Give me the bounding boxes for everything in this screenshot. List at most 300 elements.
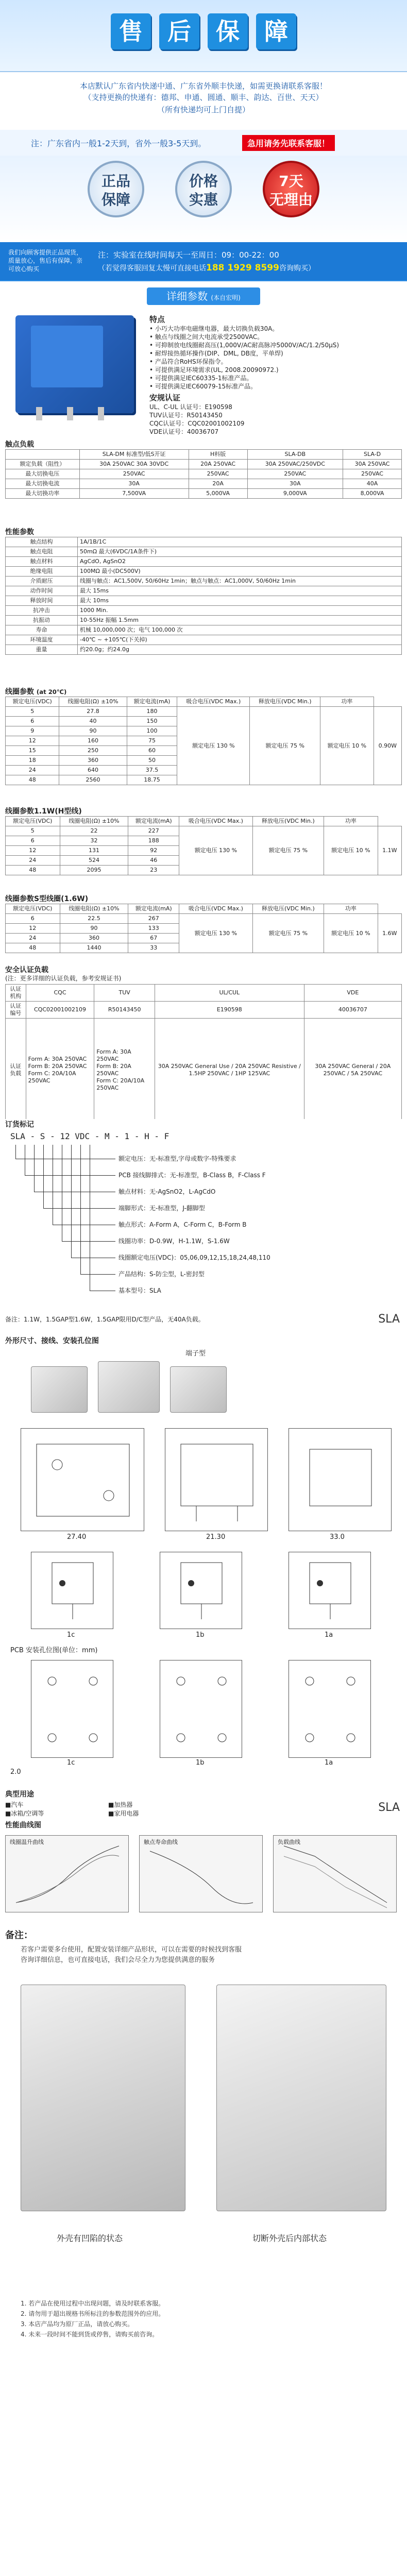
table-cell: 360 xyxy=(60,934,128,943)
table-cell: 触点电阻 xyxy=(6,547,78,557)
badge-7day xyxy=(263,161,319,217)
table-header xyxy=(6,697,402,707)
outline-hole xyxy=(104,1490,114,1501)
table-head-cell: H料版 xyxy=(189,450,247,460)
cert-item: UL、C-UL 认证号：E190598 xyxy=(149,403,232,411)
table-cell: 额定电压 130 % xyxy=(177,707,250,785)
table-head-cell: 吸合电压(VDC Max.) xyxy=(177,697,250,707)
hero-tile: 后 xyxy=(159,13,199,49)
table-cell: 30A xyxy=(247,479,343,489)
table-cell: 30A xyxy=(79,479,189,489)
cert-list xyxy=(149,403,397,436)
table-row xyxy=(6,707,402,717)
dim-label: 27.40 xyxy=(67,1533,87,1541)
series-label: SLA xyxy=(378,1313,400,1326)
wiring-contact xyxy=(59,1580,65,1586)
table-cell: 1A/1B/1C xyxy=(78,537,402,547)
dim-label: 33.0 xyxy=(330,1533,345,1541)
hero-banner xyxy=(0,0,407,72)
safety-section xyxy=(0,964,407,1119)
table-cell: 50mΩ 最大(6VDC/1A条件下) xyxy=(78,547,402,557)
hero-tile: 售 xyxy=(111,13,151,49)
curve-box-2 xyxy=(139,1835,263,1912)
promise-bar xyxy=(0,242,407,280)
order-leader xyxy=(43,1208,115,1209)
table-cell: 188 xyxy=(128,836,179,846)
order-section xyxy=(0,1119,407,1335)
ship-time-text: 注：广东省内一般1-2天到，省外一般3-5天到。 xyxy=(31,139,207,148)
table-cell: 133 xyxy=(128,924,179,934)
pcb-diagram xyxy=(289,1660,371,1758)
table-head-cell: 吸合电压(VDC Max.) xyxy=(179,904,252,914)
online-hours: 注：实验室在线时间每天一至周日：09：00-22：00 xyxy=(98,250,279,260)
curve-line xyxy=(150,1851,253,1904)
table-head-cell: SLA-D xyxy=(343,450,402,460)
end-body xyxy=(310,1449,371,1506)
order-item: 额定电压：无-标准型,字母或数字-特殊要求 xyxy=(118,1155,236,1162)
table-row xyxy=(6,635,402,645)
outline-end-view xyxy=(289,1428,392,1531)
form-line: Form B: 20A 250VAC xyxy=(28,1062,87,1070)
app-item: ■加热器 xyxy=(108,1801,133,1808)
wiring-coil xyxy=(310,1563,351,1604)
outline-side-view xyxy=(165,1428,268,1531)
order-leader xyxy=(25,1175,115,1176)
table-cell: 额定电压 75 % xyxy=(252,914,324,953)
table-head-cell: CQC xyxy=(26,985,94,1002)
table-cell: 最大切换电压 xyxy=(6,469,80,479)
table-cell: 131 xyxy=(60,846,128,856)
series-label: SLA xyxy=(378,1801,400,1814)
table-cell: 释放时间 xyxy=(6,596,78,606)
foot-line: 4. 未来一段时间不能到货或停售，请购买前咨询。 xyxy=(21,2331,159,2338)
feature-item: • 产品符合RoHS环保指令。 xyxy=(149,358,227,365)
table-cell: 48 xyxy=(6,943,60,953)
wiring-diagram xyxy=(31,1552,113,1629)
table-cell: 24 xyxy=(6,934,60,943)
table-row xyxy=(6,469,402,479)
table-cell: 90 xyxy=(59,726,127,736)
note-line: 若客户需要多台使用，配置安装详细产品形状，可以在需要的时候找到客服 xyxy=(21,1946,242,1954)
performance-section xyxy=(0,527,407,686)
ship-time-bar xyxy=(0,130,407,156)
pcb-hole xyxy=(218,1734,226,1742)
table-head-cell: 额定电流(mA) xyxy=(128,904,179,914)
coil-table xyxy=(5,697,402,785)
section-title: 线圈参数1.1W(H型线) xyxy=(5,807,82,816)
order-item: PCB 接线脚排式：无-标准型，B-Class B，F-Class F xyxy=(118,1172,266,1179)
guarantee-badges xyxy=(0,156,407,242)
coil-section xyxy=(0,686,407,964)
dim-label: 21.30 xyxy=(206,1533,226,1541)
coil-sub: (at 20℃) xyxy=(36,688,67,696)
app-item: ■冰箱/空调等 xyxy=(5,1810,44,1817)
outline-svg xyxy=(21,1429,145,1532)
table-cell: 30A 250VAC/250VDC xyxy=(247,460,343,469)
pcb-label: 1a xyxy=(325,1759,333,1767)
table-cell: 10-55Hz 振幅 1.5mm xyxy=(78,616,402,625)
table-cell: 18.75 xyxy=(127,775,177,785)
pcb-caption: PCB 安装孔位图(单位：mm) xyxy=(10,1647,98,1654)
table-row xyxy=(6,625,402,635)
table-cell: 9 xyxy=(6,726,59,736)
table-row xyxy=(6,645,402,655)
relay-drawing-1 xyxy=(31,1366,88,1413)
application-section xyxy=(0,1789,407,1820)
coil-title: 线圈参数 xyxy=(5,688,34,696)
notice-line: 本店默认广东省内快递中通、广东省外顺丰快递，如需更换请联系客服！ xyxy=(79,81,327,91)
feature-item: • 触点与线圈之间大电流承受2500VAC。 xyxy=(149,333,264,341)
order-item: 线圈额定电压(VDC)：05,06,09,12,15,18,24,48,110 xyxy=(118,1254,270,1261)
table-cell: AgCdO, AgSnO2 xyxy=(78,557,402,567)
table-head-cell: SLA-DM 标准型/低S开证 xyxy=(79,450,189,460)
curve-svg xyxy=(274,1836,397,1913)
table-cell: 92 xyxy=(128,846,179,856)
table-cell: 额定电压 130 % xyxy=(179,914,252,953)
order-item: 触点材料：无-AgSnO2，L-AgCdO xyxy=(118,1188,216,1195)
table-row xyxy=(6,557,402,567)
form-line: Form A: 30A 250VAC xyxy=(28,1055,87,1062)
table-cell: 介质耐压 xyxy=(6,577,78,586)
table-cell: 约20.0g；约24.0g xyxy=(78,645,402,655)
foot-line: 1. 若产品在使用过程中出现问题，请及时联系客服。 xyxy=(21,2300,165,2307)
badge-line: 正品 xyxy=(101,173,130,190)
table-head-cell: 额定电压(VDC) xyxy=(6,904,60,914)
order-leader xyxy=(34,1145,35,1192)
table-row xyxy=(6,489,402,499)
table-row xyxy=(6,537,402,547)
table-head-cell: 吸合电压(VDC Max.) xyxy=(179,817,252,826)
outline-sub: 端子型 xyxy=(185,1350,206,1358)
table-cell: 50 xyxy=(127,756,177,766)
table-cell: 1000 Min. xyxy=(78,606,402,616)
phone-prefix: （若觉得客服回复太慢可直接电话 xyxy=(98,264,206,273)
table-cell: 额定电压 10 % xyxy=(324,914,378,953)
table-cell: 267 xyxy=(128,914,179,924)
table-cell: 环境温度 xyxy=(6,635,78,645)
notes-title: 备注： xyxy=(5,1930,33,1941)
contact-service-badge: 急用请务先联系客服！ xyxy=(242,135,335,151)
table-cell: 40 xyxy=(59,717,127,726)
wiring-diagram xyxy=(160,1552,242,1629)
relay-drawing-3 xyxy=(170,1366,227,1413)
details-sub: (本自宏明) xyxy=(211,294,241,301)
feature-item: • 可抑制放电线圈耐高压(1,000V/AC耐高脉冲5000V/AC/1.2/50μS) xyxy=(149,342,340,349)
table-cell: E190598 xyxy=(155,1002,304,1019)
badge-line: 实惠 xyxy=(189,191,218,208)
coil-hi-table xyxy=(5,816,402,875)
order-leader xyxy=(62,1241,115,1242)
pcb-hole xyxy=(347,1734,355,1742)
table-cell: 5 xyxy=(6,826,60,836)
table-cell: 0.90W xyxy=(374,707,401,785)
table-cell: 1440 xyxy=(60,943,128,953)
table-cell: 最大切换电流 xyxy=(6,479,80,489)
table-cell: 12 xyxy=(6,846,60,856)
table-cell: 22 xyxy=(60,826,128,836)
table-cell: 触点材料 xyxy=(6,557,78,567)
table-cell: 640 xyxy=(59,766,127,775)
table-row xyxy=(6,606,402,616)
table-row xyxy=(6,1002,402,1019)
table-cell: 触点结构 xyxy=(6,537,78,547)
table-cell: 40A xyxy=(343,479,402,489)
app-item: ■汽车 xyxy=(5,1801,24,1808)
pcb-svg xyxy=(31,1660,114,1758)
curve-line xyxy=(284,1856,387,1908)
table-cell: 9,000VA xyxy=(247,489,343,499)
table-head-cell: VDE xyxy=(304,985,401,1002)
phone-number[interactable]: 188 1929 8599 xyxy=(206,263,279,273)
table-head-cell: 释放电压(VDC Min.) xyxy=(250,697,320,707)
end-svg xyxy=(289,1429,392,1532)
table-row xyxy=(6,914,402,924)
table-cell: 32 xyxy=(60,836,128,846)
table-head-cell xyxy=(6,450,80,460)
hero-title xyxy=(0,13,407,49)
app-item: ■家用电器 xyxy=(108,1810,139,1817)
curve-box-3 xyxy=(273,1835,397,1912)
app-list xyxy=(5,1800,222,1818)
table-row xyxy=(6,577,402,586)
table-head-cell: 额定电流(mA) xyxy=(127,697,177,707)
table-head-cell: 额定电压(VDC) xyxy=(6,817,60,826)
note-line: 咨询详细信息，也可直接电话，我们会尽全力为您提供满意的服务 xyxy=(21,1956,215,1964)
table-cell: 机械 10,000,000 次；电气 100,000 次 xyxy=(78,625,402,635)
table-cell: 20A 250VAC xyxy=(189,460,247,469)
section-title: 订货标记 xyxy=(5,1121,34,1129)
table-cell: 30A 250VAC General / 20A 250VAC / 5A 250VAC xyxy=(304,1019,401,1120)
table-head-cell: UL/CUL xyxy=(155,985,304,1002)
order-note: 备注：1.1W，1.5GAP型1.6W，1.5GAP限用D/C型产品，无40A负载。 xyxy=(5,1316,205,1323)
table-cell: 5,000VA xyxy=(189,489,247,499)
table-cell: 33 xyxy=(128,943,179,953)
table-head-cell: 认证机构 xyxy=(6,985,26,1002)
section-title: 触点负载 xyxy=(5,440,34,449)
relay-face xyxy=(31,326,103,387)
curve-svg xyxy=(6,1836,129,1913)
pcb-hole xyxy=(89,1677,97,1685)
badge-price xyxy=(175,161,232,217)
table-cell: 额定电压 10 % xyxy=(324,826,378,875)
feature-item: • 小巧大功率电磁继电器，最大切换负载30A。 xyxy=(149,325,279,332)
table-cell: -40℃ ~ +105℃(下关掉) xyxy=(78,635,402,645)
outline-body xyxy=(37,1444,129,1516)
wiring-svg xyxy=(289,1552,371,1630)
details-header xyxy=(0,280,407,310)
curve-svg xyxy=(140,1836,263,1913)
table-cell: 抗冲击 xyxy=(6,606,78,616)
table-cell: 100MΩ 最小(DC500V) xyxy=(78,567,402,577)
safety-sub: (注：更多详细的认证负载，参考安规证书) xyxy=(5,975,122,982)
table-cell: 最大切换功率 xyxy=(6,489,80,499)
section-title: 典型用途 xyxy=(5,1790,34,1799)
table-cell xyxy=(26,1019,94,1120)
table-head-cell: 额定电压(VDC) xyxy=(6,697,59,707)
table-cell: 额定负载（阻性） xyxy=(6,460,80,469)
table-head-cell: 线圈电阻(Ω) ±10% xyxy=(60,817,128,826)
section-title: 线圈参数S型线圈(1.6W) xyxy=(5,895,89,903)
wiring-contact xyxy=(188,1580,194,1586)
table-row xyxy=(6,596,402,606)
form-line: Form C: 20A/10A 250VAC xyxy=(28,1070,76,1084)
order-leader xyxy=(80,1274,115,1275)
section-title xyxy=(5,686,66,697)
product-intro xyxy=(0,310,407,439)
pcb-hole xyxy=(89,1734,97,1742)
pcb-diagram xyxy=(31,1660,113,1758)
table-cell: 250VAC xyxy=(247,469,343,479)
wiring-label: 1c xyxy=(67,1631,75,1639)
table-row xyxy=(6,460,402,469)
table-head-cell: TUV xyxy=(94,985,155,1002)
form-line: Form B: 20A 250VAC xyxy=(96,1062,131,1077)
features xyxy=(149,315,397,436)
shipping-notice xyxy=(0,72,407,130)
table-cell: 寿命 xyxy=(6,625,78,635)
table-cell: 认证编号 xyxy=(6,1002,26,1019)
curve-label: 线圈温升曲线 xyxy=(10,1839,44,1845)
pcb-hole xyxy=(306,1677,314,1685)
table-cell: 24 xyxy=(6,856,60,866)
details-title xyxy=(147,287,260,305)
table-cell: 1.1W xyxy=(378,826,401,875)
table-cell: 抗振动 xyxy=(6,616,78,625)
order-item: 基本型号：SLA xyxy=(118,1287,161,1294)
wiring-svg xyxy=(31,1552,114,1630)
table-cell: 100 xyxy=(127,726,177,736)
order-item: 线圈功率：D-0.9W，H-1.1W，S-1.6W xyxy=(118,1238,230,1245)
order-item: 触点形式：A-Form A，C-Form C，B-Form B xyxy=(118,1221,247,1228)
table-cell: 250VAC xyxy=(79,469,189,479)
table-cell: 12 xyxy=(6,736,59,746)
pcb-hole xyxy=(177,1677,185,1685)
curve-label: 触点寿命曲线 xyxy=(144,1839,178,1845)
table-cell: 额定电压 130 % xyxy=(179,826,252,875)
table-row xyxy=(6,1019,402,1120)
table-cell: 524 xyxy=(60,856,128,866)
notice-line: （支持更换的快递有：德邦、申通、圆通、顺丰、韵达、百世、天天） xyxy=(83,93,324,102)
features-title: 特点 xyxy=(149,315,165,324)
table-cell: 12 xyxy=(6,924,60,934)
relay-pin xyxy=(67,407,73,420)
pcb-hole xyxy=(177,1734,185,1742)
features-list xyxy=(149,325,397,391)
table-cell: 6 xyxy=(6,836,60,846)
form-line: Form C: 20A/10A 250VAC xyxy=(96,1077,145,1091)
order-leader xyxy=(80,1145,81,1274)
order-item: 产品结构：S-防尘型，L-密封型 xyxy=(118,1270,205,1278)
table-cell: 额定电压 75 % xyxy=(252,826,324,875)
cert-item: VDE认证号：40036707 xyxy=(149,428,219,435)
feature-item: • 可提供满足环境需求(UL, 2008.20090972.) xyxy=(149,366,279,374)
pcb-hole xyxy=(306,1734,314,1742)
table-cell: 180 xyxy=(127,707,177,717)
table-header xyxy=(6,904,402,914)
table-row xyxy=(6,826,402,836)
pcb-svg xyxy=(289,1660,371,1758)
hero-tile: 保 xyxy=(208,13,248,49)
table-row xyxy=(6,586,402,596)
table-cell: 67 xyxy=(128,934,179,943)
curves-section xyxy=(0,1820,407,1923)
table-cell: 最大 15ms xyxy=(78,586,402,596)
section-title: 安全认证负载 xyxy=(5,966,48,974)
phone-suffix: 咨询购买） xyxy=(279,264,315,273)
curve-box-1 xyxy=(5,1835,129,1912)
order-code: SLA - S - 12 VDC - M - 1 - H - F xyxy=(10,1131,169,1141)
table-cell: 90 xyxy=(60,924,128,934)
table-cell: 27.8 xyxy=(59,707,127,717)
table-cell: 绝缘电阻 xyxy=(6,567,78,577)
order-leader xyxy=(43,1145,44,1208)
pcb-hole xyxy=(48,1734,56,1742)
wiring-svg xyxy=(160,1552,243,1630)
table-cell: 250VAC xyxy=(189,469,247,479)
cert-title: 安规认证 xyxy=(149,393,181,402)
contact-table xyxy=(5,449,402,499)
wiring-coil xyxy=(181,1563,222,1604)
table-cell: 2560 xyxy=(59,775,127,785)
table-cell: 22.5 xyxy=(60,914,128,924)
table-cell: 8,000VA xyxy=(343,489,402,499)
form-line: Form A: 30A 250VAC xyxy=(96,1048,131,1062)
table-head-cell: 线圈电阻(Ω) ±10% xyxy=(60,904,128,914)
table-cell: 23 xyxy=(128,866,179,875)
table-head-cell: 功率 xyxy=(324,904,378,914)
table-cell: 160 xyxy=(59,736,127,746)
pcb-hole xyxy=(218,1677,226,1685)
badge-line: 无理由 xyxy=(269,191,313,208)
table-row xyxy=(6,567,402,577)
table-cell: 动作时间 xyxy=(6,586,78,596)
table-cell: 60 xyxy=(127,746,177,756)
table-head-cell: 额定电流(mA) xyxy=(128,817,179,826)
table-head-cell: 释放电压(VDC Min.) xyxy=(252,817,324,826)
badge-line: 价格 xyxy=(189,173,218,190)
feature-item: • 耐焊接热循环操作(DIP、DML, DB度，平单焊) xyxy=(149,350,283,357)
table-cell: 线圈与触点：AC1,500V, 50/60Hz 1min；触点与触点：AC1,000V, 50/60Hz 1min xyxy=(78,577,402,586)
table-cell: 重量 xyxy=(6,645,78,655)
feature-item: • 可提供满足IEC60335-1标准产品。 xyxy=(149,375,253,382)
table-cell: 40036707 xyxy=(304,1002,401,1019)
notice-line: （所有快递均可上门自提） xyxy=(157,105,250,114)
pcb-label: 1c xyxy=(67,1759,75,1767)
wiring-diagram xyxy=(289,1552,371,1629)
table-head-cell: 功率 xyxy=(320,697,374,707)
table-cell: 24 xyxy=(6,766,59,775)
table-cell: 7,500VA xyxy=(79,489,189,499)
table-cell: CQC02001002109 xyxy=(26,1002,94,1019)
table-cell: R50143450 xyxy=(94,1002,155,1019)
table-cell: 75 xyxy=(127,736,177,746)
table-cell: 20A xyxy=(189,479,247,489)
side-svg xyxy=(165,1429,268,1532)
table-cell: 227 xyxy=(128,826,179,836)
table-cell: 250VAC xyxy=(343,469,402,479)
order-leader xyxy=(71,1145,72,1258)
table-row xyxy=(6,547,402,557)
table-cell: 150 xyxy=(127,717,177,726)
outline-hole xyxy=(52,1460,62,1470)
table-cell: 46 xyxy=(128,856,179,866)
table-cell: 37.5 xyxy=(127,766,177,775)
foot-line: 2. 请勿用于超出规格书所标注的参数范围外的应用。 xyxy=(21,2310,165,2317)
phone-line xyxy=(98,263,315,273)
hero-tile: 障 xyxy=(256,13,296,49)
safety-table xyxy=(5,984,402,1119)
badge-genuine xyxy=(88,161,144,217)
